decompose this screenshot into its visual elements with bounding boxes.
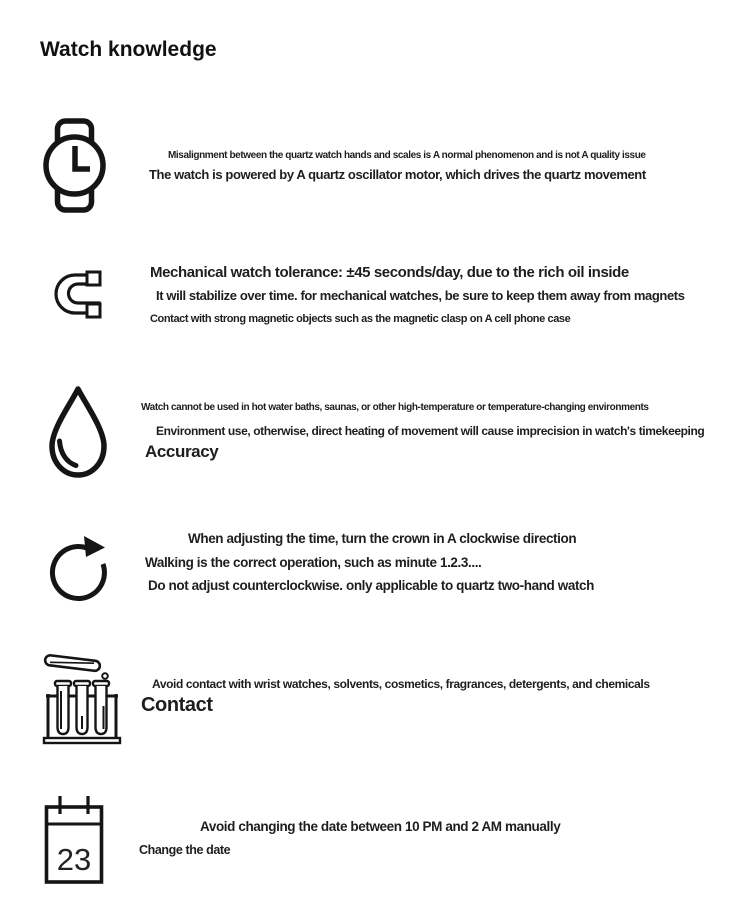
watch-icon xyxy=(42,118,107,213)
calendar-day-number: 23 xyxy=(56,842,92,877)
magnet-warning-note: It will stabilize over time. for mechanical watches, be sure to keep them away from magnets xyxy=(156,288,685,303)
quartz-misalignment-note: Misalignment between the quartz watch hands and scales is A normal phenomenon and is not A quality issue xyxy=(168,150,646,161)
heating-imprecision-note: Environment use, otherwise, direct heating of movement will cause imprecision in watch's timekeeping xyxy=(156,424,705,438)
counterclockwise-warning-note: Do not adjust counterclockwise. only applicable to quartz two-hand watch xyxy=(148,578,595,593)
clockwise-arrow-icon xyxy=(45,526,111,606)
crown-clockwise-note: When adjusting the time, turn the crown in A clockwise direction xyxy=(188,531,577,546)
avoid-chemicals-note: Avoid contact with wrist watches, solvents, cosmetics, fragrances, detergents, and chemicals xyxy=(152,677,650,691)
change-date-heading: Change the date xyxy=(139,843,231,857)
magnetic-objects-note: Contact with strong magnetic objects such as the magnetic clasp on A cell phone case xyxy=(150,313,571,325)
water-drop-icon xyxy=(47,385,109,480)
accuracy-heading: Accuracy xyxy=(145,442,219,461)
quartz-movement-note: The watch is powered by A quartz oscillator motor, which drives the quartz movement xyxy=(149,167,646,182)
mechanical-tolerance-note: Mechanical watch tolerance: ±45 seconds/day, due to the rich oil inside xyxy=(150,264,629,281)
walking-operation-note: Walking is the correct operation, such as minute 1.2.3.... xyxy=(145,555,482,570)
page-title: Watch knowledge xyxy=(40,38,217,61)
avoid-date-change-note: Avoid changing the date between 10 PM and 2 AM manually xyxy=(200,819,561,834)
chemicals-icon xyxy=(42,650,122,746)
hot-water-warning-note: Watch cannot be used in hot water baths, saunas, or other high-temperature or temperature-changing environments xyxy=(141,402,649,413)
contact-heading: Contact xyxy=(141,694,213,716)
magnet-icon xyxy=(53,268,105,322)
calendar-icon xyxy=(43,794,105,886)
